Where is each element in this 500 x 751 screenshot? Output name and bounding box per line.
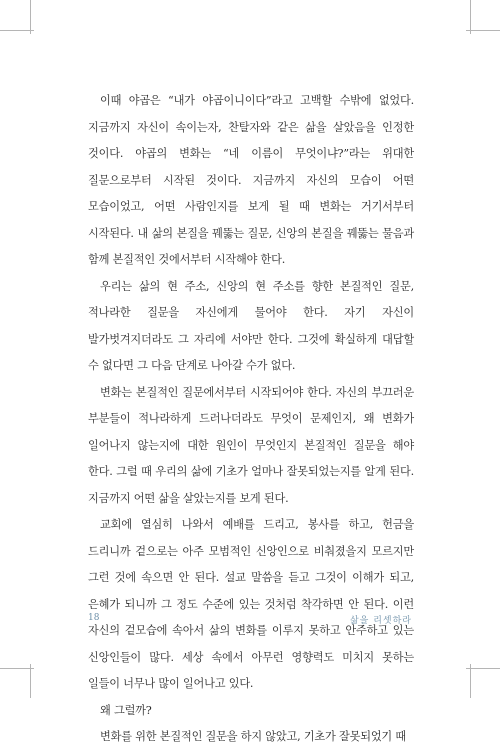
paragraph-4: 교회에 열심히 나와서 예배를 드리고, 봉사를 하고, 헌금을 드리니까 겉으로는 아주 모범적인 신앙인으로 비춰졌을지 모르지만 그런 것에 속으면 안 된다. 설교 말씀을 듣고 그것이 이해가 되고, 은혜가 되니까 그 정도 수준에 있는 것처럼 착각하면 안 된다. 이런 자신의 겉모습에 속아서 삶의 변화를 이루지 못하고 안주하고 있는 신앙인들이 많다. 세상 속에서 아무런 영향력도 미치지 못하는 일들이 너무나 많이 일어나고 있다. [88,518,414,690]
page-number: 18 [88,613,100,623]
paragraph-5: 왜 그럴까? [100,703,152,717]
paragraph-1: 이때 야곱은 “내가 야곱이니이다”라고 고백할 수밖에 없었다. 지금까지 자신이 속이는자, 찬탈자와 같은 삶을 살았음을 인정한 것이다. 야곱의 변화는 “네 이름이 무엇이냐?”라는 위대한 질문으로부터 시작된 것이다. 지금까지 자신의 모습이 어떤 모습이었고, 어떤 사람인지를 보게 될 때 변화는 거기서부터 시작된다. 내 삶의 본질을 꿰뚫는 질문, 신앙의 본질을 꿰뚫는 물음과 함께 본질적인 것에서부터 시작해야 한다. [88,94,414,266]
crop-mark-top-right-h [466,30,500,31]
paragraph-6: 변화를 위한 본질적인 질문을 하지 않았고, 기초가 잘못되었기 때 [100,730,406,743]
crop-mark-top-left-v [30,0,31,34]
paragraph-3: 변화는 본질적인 질문에서부터 시작되어야 한다. 자신의 부끄러운 부분들이 적나라하게 드러나더라도 무엇이 문제인지, 왜 변화가 일어나지 않는지에 대한 원인이 무엇인지 본질적인 질문을 해야 한다. 그럴 때 우리의 삶에 기초가 얼마나 잘못되었는지를 알게 된다. 지금까지 어떤 삶을 살았는지를 보게 된다. [88,385,414,505]
paragraph-2: 우리는 삶의 현 주소, 신앙의 현 주소를 향한 본질적인 질문, 적나라한 질문을 자신에게 물어야 한다. 자기 자신이 발가벗겨지더라도 그 자리에 서야만 한다. 그것에 확실하게 대답할 수 없다면 그 다음 단계로 나아갈 수가 없다. [88,279,414,372]
crop-mark-bottom-left-h [0,668,34,669]
crop-mark-bottom-left-v [30,664,31,698]
running-title: 삶을 리셋하라 [349,616,412,626]
body-text [88,88,414,751]
crop-mark-top-right-v [470,0,471,34]
crop-mark-bottom-right-v [470,664,471,698]
crop-mark-top-left-h [0,30,34,31]
crop-mark-bottom-right-h [466,668,500,669]
